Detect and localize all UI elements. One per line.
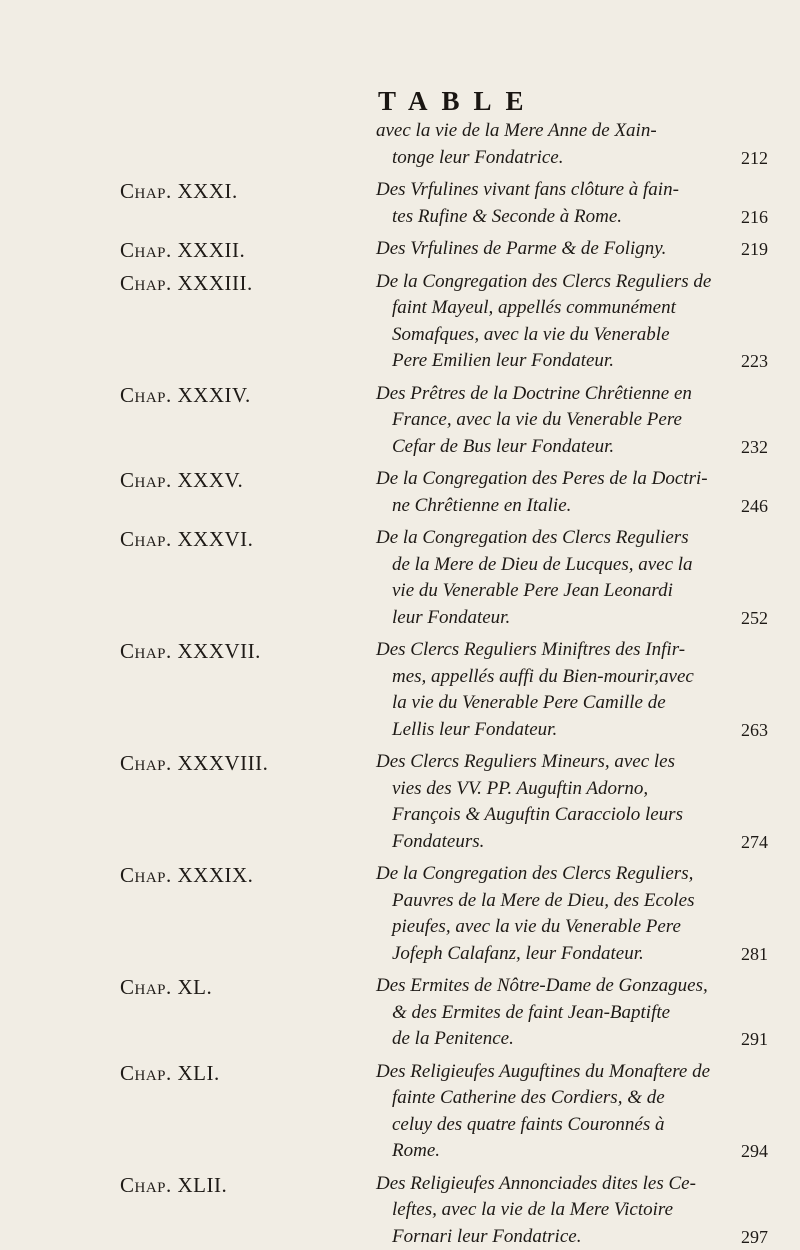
page-number: 274: [741, 829, 768, 856]
chapter-entry: [376, 466, 766, 519]
entry-line: Des Religieufes Auguftines du Monaftere de: [376, 1059, 766, 1086]
entry-line: vies des VV. PP. Auguftin Adorno,: [376, 776, 766, 803]
chapter-entry: [376, 1059, 766, 1165]
chapter-label: Chap. XXXVII.: [120, 639, 261, 664]
entry-line: avec la vie de la Mere Anne de Xain-: [376, 118, 766, 145]
entry-line: leftes, avec la vie de la Mere Victoire: [376, 1197, 766, 1224]
entry-line: De la Congregation des Clercs Reguliers,: [376, 861, 766, 888]
entry-line: mes, appellés auffi du Bien-mourir,avec: [376, 664, 766, 691]
chapter-entry: [376, 177, 766, 230]
page-number: 212: [741, 145, 768, 172]
entry-line: leur Fondateur.: [376, 605, 766, 632]
entry-line: Des Prêtres de la Doctrine Chrêtienne en: [376, 381, 766, 408]
entry-line: De la Congregation des Clercs Reguliers de: [376, 269, 766, 296]
entry-line: Lellis leur Fondateur.: [376, 717, 766, 744]
entry-line: France, avec la vie du Venerable Pere: [376, 407, 766, 434]
chapter-label: Chap. XXXIV.: [120, 383, 251, 408]
page-number: 263: [741, 717, 768, 744]
entry-line: tes Rufine & Seconde à Rome.: [376, 204, 766, 231]
entry-line: Fondateurs.: [376, 829, 766, 856]
chapter-label: Chap. XXXVI.: [120, 527, 253, 552]
page-header: TABLE: [378, 86, 538, 117]
entry-line: fainte Catherine des Cordiers, & de: [376, 1085, 766, 1112]
page-number: 291: [741, 1026, 768, 1053]
chapter-label: Chap. XXXIII.: [120, 271, 253, 296]
entry-line: Des Religieufes Annonciades dites les Ce-: [376, 1171, 766, 1198]
page-number: 219: [741, 236, 768, 263]
chapter-entry: [376, 749, 766, 855]
page-number: 223: [741, 348, 768, 375]
entry-line: Rome.: [376, 1138, 766, 1165]
entry-line: Des Clercs Reguliers Miniftres des Infir-: [376, 637, 766, 664]
chapter-label: Chap. XXXV.: [120, 468, 243, 493]
chapter-entry: [376, 973, 766, 1053]
entry-line: Somafques, avec la vie du Venerable: [376, 322, 766, 349]
chapter-entry: [376, 269, 766, 375]
top-entry-text: [376, 118, 766, 171]
entry-line: la vie du Venerable Pere Camille de: [376, 690, 766, 717]
chapter-entry: [376, 381, 766, 461]
entry-line: De la Congregation des Peres de la Doctri-: [376, 466, 766, 493]
chapter-entry: [376, 525, 766, 631]
chapter-label: Chap. XLI.: [120, 1061, 220, 1086]
chapter-label: Chap. XXXVIII.: [120, 751, 268, 776]
entry-line: Des Ermites de Nôtre-Dame de Gonzagues,: [376, 973, 766, 1000]
entry-line: ne Chrêtienne en Italie.: [376, 493, 766, 520]
chapter-entry: [376, 236, 766, 263]
entry-line: de la Mere de Dieu de Lucques, avec la: [376, 552, 766, 579]
chapter-entry: [376, 637, 766, 743]
entry-line: de la Penitence.: [376, 1026, 766, 1053]
chapter-label: Chap. XXXIX.: [120, 863, 253, 888]
page-number: 281: [741, 941, 768, 968]
entry-line: Des Vrfulines de Parme & de Foligny.: [376, 236, 766, 263]
page-number: 252: [741, 605, 768, 632]
entry-line: Des Vrfulines vivant fans clôture à fain-: [376, 177, 766, 204]
entry-line: celuy des quatre faints Couronnés à: [376, 1112, 766, 1139]
entry-line: & des Ermites de faint Jean-Baptifte: [376, 1000, 766, 1027]
page-number: 246: [741, 493, 768, 520]
chapter-label: Chap. XL.: [120, 975, 212, 1000]
entry-line: De la Congregation des Clercs Reguliers: [376, 525, 766, 552]
page-number: 216: [741, 204, 768, 231]
chapter-label: Chap. XLII.: [120, 1173, 227, 1198]
entry-line: faint Mayeul, appellés communément: [376, 295, 766, 322]
chapter-entry: [376, 1171, 766, 1250]
entry-line: Des Clercs Reguliers Mineurs, avec les: [376, 749, 766, 776]
entry-line: Fornari leur Fondatrice.: [376, 1224, 766, 1250]
page-number: 297: [741, 1224, 768, 1250]
chapter-label: Chap. XXXI.: [120, 179, 238, 204]
chapter-entry: [376, 861, 766, 967]
page-number: 294: [741, 1138, 768, 1165]
entry-line: Cefar de Bus leur Fondateur.: [376, 434, 766, 461]
entry-line: tonge leur Fondatrice.: [376, 145, 766, 172]
entry-line: François & Auguftin Caracciolo leurs: [376, 802, 766, 829]
entry-line: Pauvres de la Mere de Dieu, des Ecoles: [376, 888, 766, 915]
entry-line: pieufes, avec la vie du Venerable Pere: [376, 914, 766, 941]
entry-line: vie du Venerable Pere Jean Leonardi: [376, 578, 766, 605]
entry-line: Pere Emilien leur Fondateur.: [376, 348, 766, 375]
page-number: 232: [741, 434, 768, 461]
entry-line: Jofeph Calafanz, leur Fondateur.: [376, 941, 766, 968]
chapter-label: Chap. XXXII.: [120, 238, 245, 263]
